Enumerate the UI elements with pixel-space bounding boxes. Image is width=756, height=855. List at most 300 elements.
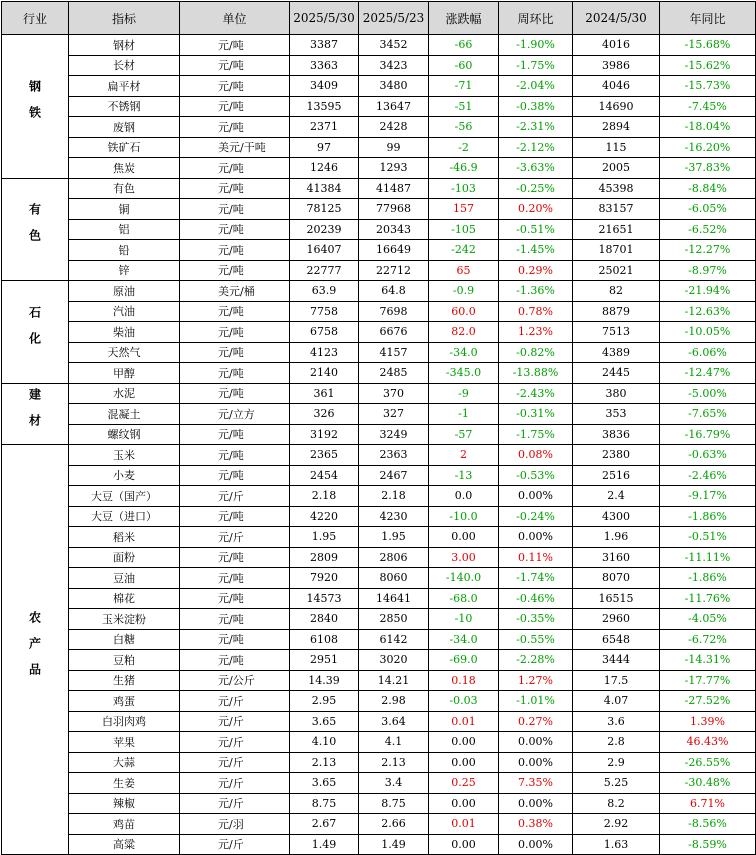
indicator-cell: 钢材 xyxy=(69,35,180,56)
table-row xyxy=(2,96,756,117)
yoy-cell: -7.65% xyxy=(660,404,756,425)
indicator-cell: 天然气 xyxy=(69,342,180,363)
value-current-cell: 3387 xyxy=(290,35,359,56)
unit-cell: 元/斤 xyxy=(180,711,290,732)
table-row xyxy=(2,55,756,76)
value-prev-week-cell: 3249 xyxy=(359,424,429,445)
change-cell: -103 xyxy=(429,178,499,199)
indicator-cell: 玉米淀粉 xyxy=(69,609,180,630)
yoy-cell: -26.55% xyxy=(660,752,756,773)
value-current-cell: 3.65 xyxy=(290,773,359,794)
unit-cell: 元/吨 xyxy=(180,117,290,138)
change-cell: -34.0 xyxy=(429,629,499,650)
value-prev-week-cell: 2850 xyxy=(359,609,429,630)
industry-cell: 有色 xyxy=(2,178,69,281)
table-row xyxy=(2,527,756,548)
wow-cell: -2.31% xyxy=(499,117,573,138)
industry-cell: 农产品 xyxy=(2,445,69,855)
value-current-cell: 16407 xyxy=(290,240,359,261)
yoy-cell: -7.45% xyxy=(660,96,756,117)
indicator-cell: 混凝土 xyxy=(69,404,180,425)
yoy-cell: -14.31% xyxy=(660,650,756,671)
header-date-last-year: 2024/5/30 xyxy=(573,2,660,35)
unit-cell: 元/吨 xyxy=(180,199,290,220)
table-row xyxy=(2,404,756,425)
wow-cell: 0.00% xyxy=(499,834,573,855)
header-indicator: 指标 xyxy=(69,2,180,35)
change-cell: 0.00 xyxy=(429,793,499,814)
value-current-cell: 97 xyxy=(290,137,359,158)
unit-cell: 元/吨 xyxy=(180,588,290,609)
table-row xyxy=(2,486,756,507)
header-date-prev-week: 2025/5/23 xyxy=(359,2,429,35)
indicator-cell: 螺纹钢 xyxy=(69,424,180,445)
wow-cell: -2.43% xyxy=(499,383,573,404)
wow-cell: -0.46% xyxy=(499,588,573,609)
value-prev-week-cell: 370 xyxy=(359,383,429,404)
value-last-year-cell: 18701 xyxy=(573,240,660,261)
indicator-cell: 高粱 xyxy=(69,834,180,855)
change-cell: -9 xyxy=(429,383,499,404)
value-current-cell: 3409 xyxy=(290,76,359,97)
value-last-year-cell: 115 xyxy=(573,137,660,158)
unit-cell: 美元/干吨 xyxy=(180,137,290,158)
unit-cell: 元/羽 xyxy=(180,814,290,835)
industry-cell: 钢铁 xyxy=(2,35,69,179)
wow-cell: -0.24% xyxy=(499,506,573,527)
indicator-cell: 鸡蛋 xyxy=(69,691,180,712)
change-cell: 0.18 xyxy=(429,670,499,691)
change-cell: -46.9 xyxy=(429,158,499,179)
yoy-cell: -6.72% xyxy=(660,629,756,650)
change-cell: 65 xyxy=(429,260,499,281)
wow-cell: -2.12% xyxy=(499,137,573,158)
value-last-year-cell: 2.9 xyxy=(573,752,660,773)
indicator-cell: 汽油 xyxy=(69,301,180,322)
table-row xyxy=(2,609,756,630)
value-prev-week-cell: 99 xyxy=(359,137,429,158)
wow-cell: -1.36% xyxy=(499,281,573,302)
change-cell: -10.0 xyxy=(429,506,499,527)
table-row xyxy=(2,219,756,240)
value-current-cell: 7758 xyxy=(290,301,359,322)
wow-cell: -0.51% xyxy=(499,219,573,240)
value-current-cell: 2.18 xyxy=(290,486,359,507)
yoy-cell: 46.43% xyxy=(660,732,756,753)
yoy-cell: -5.00% xyxy=(660,383,756,404)
unit-cell: 元/斤 xyxy=(180,486,290,507)
table-row xyxy=(2,281,756,302)
value-prev-week-cell: 14641 xyxy=(359,588,429,609)
value-last-year-cell: 21651 xyxy=(573,219,660,240)
unit-cell: 元/斤 xyxy=(180,793,290,814)
yoy-cell: 6.71% xyxy=(660,793,756,814)
value-current-cell: 4123 xyxy=(290,342,359,363)
value-current-cell: 6758 xyxy=(290,322,359,343)
value-prev-week-cell: 4.1 xyxy=(359,732,429,753)
yoy-cell: -6.06% xyxy=(660,342,756,363)
value-current-cell: 2.67 xyxy=(290,814,359,835)
change-cell: -242 xyxy=(429,240,499,261)
unit-cell: 元/斤 xyxy=(180,752,290,773)
value-prev-week-cell: 1.95 xyxy=(359,527,429,548)
unit-cell: 元/斤 xyxy=(180,732,290,753)
value-current-cell: 6108 xyxy=(290,629,359,650)
table-row xyxy=(2,301,756,322)
indicator-cell: 甲醇 xyxy=(69,363,180,384)
table-row xyxy=(2,506,756,527)
indicator-cell: 废钢 xyxy=(69,117,180,138)
wow-cell: 0.00% xyxy=(499,752,573,773)
wow-cell: -0.31% xyxy=(499,404,573,425)
value-current-cell: 2951 xyxy=(290,650,359,671)
table-row xyxy=(2,711,756,732)
indicator-cell: 白糖 xyxy=(69,629,180,650)
value-current-cell: 361 xyxy=(290,383,359,404)
indicator-cell: 有色 xyxy=(69,178,180,199)
yoy-cell: -8.59% xyxy=(660,834,756,855)
wow-cell: -1.01% xyxy=(499,691,573,712)
table-row xyxy=(2,670,756,691)
unit-cell: 元/立方 xyxy=(180,404,290,425)
unit-cell: 元/吨 xyxy=(180,260,290,281)
value-current-cell: 4.10 xyxy=(290,732,359,753)
table-row xyxy=(2,834,756,855)
wow-cell: 0.00% xyxy=(499,486,573,507)
value-last-year-cell: 2516 xyxy=(573,465,660,486)
unit-cell: 元/斤 xyxy=(180,773,290,794)
yoy-cell: -1.86% xyxy=(660,506,756,527)
value-last-year-cell: 6548 xyxy=(573,629,660,650)
yoy-cell: -0.63% xyxy=(660,445,756,466)
value-last-year-cell: 4016 xyxy=(573,35,660,56)
change-cell: -60 xyxy=(429,55,499,76)
unit-cell: 元/吨 xyxy=(180,240,290,261)
value-last-year-cell: 2.92 xyxy=(573,814,660,835)
table-row xyxy=(2,424,756,445)
value-current-cell: 3.65 xyxy=(290,711,359,732)
indicator-cell: 白羽肉鸡 xyxy=(69,711,180,732)
value-current-cell: 2809 xyxy=(290,547,359,568)
value-current-cell: 2.95 xyxy=(290,691,359,712)
unit-cell: 元/吨 xyxy=(180,178,290,199)
unit-cell: 元/吨 xyxy=(180,158,290,179)
value-last-year-cell: 45398 xyxy=(573,178,660,199)
value-prev-week-cell: 2.13 xyxy=(359,752,429,773)
table-row xyxy=(2,342,756,363)
wow-cell: -1.90% xyxy=(499,35,573,56)
value-last-year-cell: 1.63 xyxy=(573,834,660,855)
wow-cell: 0.08% xyxy=(499,445,573,466)
indicator-cell: 焦炭 xyxy=(69,158,180,179)
yoy-cell: -6.52% xyxy=(660,219,756,240)
value-current-cell: 13595 xyxy=(290,96,359,117)
value-last-year-cell: 4300 xyxy=(573,506,660,527)
yoy-cell: -17.77% xyxy=(660,670,756,691)
yoy-cell: -8.84% xyxy=(660,178,756,199)
change-cell: 0.01 xyxy=(429,814,499,835)
value-last-year-cell: 380 xyxy=(573,383,660,404)
value-prev-week-cell: 2428 xyxy=(359,117,429,138)
unit-cell: 元/吨 xyxy=(180,219,290,240)
yoy-cell: -27.52% xyxy=(660,691,756,712)
indicator-cell: 铁矿石 xyxy=(69,137,180,158)
header-industry: 行业 xyxy=(2,2,69,35)
value-prev-week-cell: 2467 xyxy=(359,465,429,486)
table-row xyxy=(2,322,756,343)
yoy-cell: -16.79% xyxy=(660,424,756,445)
unit-cell: 元/吨 xyxy=(180,342,290,363)
change-cell: -68.0 xyxy=(429,588,499,609)
unit-cell: 元/吨 xyxy=(180,96,290,117)
unit-cell: 元/吨 xyxy=(180,568,290,589)
table-row xyxy=(2,363,756,384)
change-cell: -2 xyxy=(429,137,499,158)
value-last-year-cell: 8879 xyxy=(573,301,660,322)
industry-cell: 建材 xyxy=(2,383,69,445)
indicator-cell: 长材 xyxy=(69,55,180,76)
yoy-cell: -9.17% xyxy=(660,486,756,507)
table-row xyxy=(2,588,756,609)
change-cell: -34.0 xyxy=(429,342,499,363)
change-cell: -1 xyxy=(429,404,499,425)
value-last-year-cell: 2960 xyxy=(573,609,660,630)
value-current-cell: 2371 xyxy=(290,117,359,138)
change-cell: -51 xyxy=(429,96,499,117)
indicator-cell: 鸡苗 xyxy=(69,814,180,835)
unit-cell: 元/吨 xyxy=(180,76,290,97)
value-current-cell: 14.39 xyxy=(290,670,359,691)
yoy-cell: -15.62% xyxy=(660,55,756,76)
indicator-cell: 铜 xyxy=(69,199,180,220)
value-prev-week-cell: 3423 xyxy=(359,55,429,76)
yoy-cell: -6.05% xyxy=(660,199,756,220)
wow-cell: 0.00% xyxy=(499,793,573,814)
value-current-cell: 2454 xyxy=(290,465,359,486)
value-current-cell: 63.9 xyxy=(290,281,359,302)
yoy-cell: -2.46% xyxy=(660,465,756,486)
header-unit: 单位 xyxy=(180,2,290,35)
yoy-cell: -12.47% xyxy=(660,363,756,384)
indicator-cell: 大蒜 xyxy=(69,752,180,773)
commodity-price-table xyxy=(1,1,756,855)
indicator-cell: 辣椒 xyxy=(69,793,180,814)
value-last-year-cell: 3.6 xyxy=(573,711,660,732)
value-prev-week-cell: 13647 xyxy=(359,96,429,117)
value-last-year-cell: 5.25 xyxy=(573,773,660,794)
unit-cell: 元/吨 xyxy=(180,322,290,343)
value-current-cell: 1.95 xyxy=(290,527,359,548)
value-prev-week-cell: 77968 xyxy=(359,199,429,220)
yoy-cell: -21.94% xyxy=(660,281,756,302)
unit-cell: 元/斤 xyxy=(180,527,290,548)
table-row xyxy=(2,773,756,794)
value-prev-week-cell: 4157 xyxy=(359,342,429,363)
indicator-cell: 扁平材 xyxy=(69,76,180,97)
indicator-cell: 稻米 xyxy=(69,527,180,548)
value-last-year-cell: 3444 xyxy=(573,650,660,671)
table-row xyxy=(2,793,756,814)
change-cell: 2 xyxy=(429,445,499,466)
table-row xyxy=(2,178,756,199)
indicator-cell: 棉花 xyxy=(69,588,180,609)
indicator-cell: 铝 xyxy=(69,219,180,240)
wow-cell: 0.00% xyxy=(499,527,573,548)
unit-cell: 元/吨 xyxy=(180,609,290,630)
value-last-year-cell: 8070 xyxy=(573,568,660,589)
value-current-cell: 41384 xyxy=(290,178,359,199)
wow-cell: 0.29% xyxy=(499,260,573,281)
unit-cell: 元/吨 xyxy=(180,547,290,568)
yoy-cell: -16.20% xyxy=(660,137,756,158)
yoy-cell: -18.04% xyxy=(660,117,756,138)
wow-cell: -1.75% xyxy=(499,424,573,445)
value-prev-week-cell: 2363 xyxy=(359,445,429,466)
unit-cell: 元/吨 xyxy=(180,424,290,445)
value-last-year-cell: 1.96 xyxy=(573,527,660,548)
value-current-cell: 2140 xyxy=(290,363,359,384)
unit-cell: 元/吨 xyxy=(180,35,290,56)
indicator-cell: 苹果 xyxy=(69,732,180,753)
table-row xyxy=(2,260,756,281)
value-last-year-cell: 83157 xyxy=(573,199,660,220)
change-cell: 0.00 xyxy=(429,834,499,855)
value-last-year-cell: 14690 xyxy=(573,96,660,117)
value-last-year-cell: 82 xyxy=(573,281,660,302)
value-prev-week-cell: 2.98 xyxy=(359,691,429,712)
wow-cell: 0.38% xyxy=(499,814,573,835)
table-row xyxy=(2,240,756,261)
value-last-year-cell: 4046 xyxy=(573,76,660,97)
wow-cell: 7.35% xyxy=(499,773,573,794)
wow-cell: -1.74% xyxy=(499,568,573,589)
wow-cell: -0.53% xyxy=(499,465,573,486)
yoy-cell: -15.68% xyxy=(660,35,756,56)
header-date-current: 2025/5/30 xyxy=(290,2,359,35)
yoy-cell: 1.39% xyxy=(660,711,756,732)
yoy-cell: -10.05% xyxy=(660,322,756,343)
yoy-cell: -37.83% xyxy=(660,158,756,179)
indicator-cell: 生猪 xyxy=(69,670,180,691)
change-cell: 0.00 xyxy=(429,527,499,548)
change-cell: -13 xyxy=(429,465,499,486)
industry-cell: 石化 xyxy=(2,281,69,384)
change-cell: -57 xyxy=(429,424,499,445)
change-cell: 0.00 xyxy=(429,752,499,773)
wow-cell: -0.25% xyxy=(499,178,573,199)
table-row xyxy=(2,732,756,753)
yoy-cell: -0.51% xyxy=(660,527,756,548)
indicator-cell: 大豆（进口） xyxy=(69,506,180,527)
unit-cell: 元/吨 xyxy=(180,650,290,671)
value-prev-week-cell: 1.49 xyxy=(359,834,429,855)
change-cell: 0.25 xyxy=(429,773,499,794)
value-prev-week-cell: 2485 xyxy=(359,363,429,384)
value-prev-week-cell: 1293 xyxy=(359,158,429,179)
table-row xyxy=(2,650,756,671)
value-last-year-cell: 2005 xyxy=(573,158,660,179)
table-row xyxy=(2,137,756,158)
indicator-cell: 大豆（国产） xyxy=(69,486,180,507)
indicator-cell: 面粉 xyxy=(69,547,180,568)
value-current-cell: 4220 xyxy=(290,506,359,527)
value-current-cell: 8.75 xyxy=(290,793,359,814)
value-current-cell: 326 xyxy=(290,404,359,425)
change-cell: -105 xyxy=(429,219,499,240)
table-row xyxy=(2,629,756,650)
value-last-year-cell: 2.4 xyxy=(573,486,660,507)
yoy-cell: -11.11% xyxy=(660,547,756,568)
header-wow: 周环比 xyxy=(499,2,573,35)
table-body xyxy=(2,35,756,855)
value-prev-week-cell: 3.64 xyxy=(359,711,429,732)
unit-cell: 元/斤 xyxy=(180,834,290,855)
change-cell: -10 xyxy=(429,609,499,630)
indicator-cell: 生姜 xyxy=(69,773,180,794)
indicator-cell: 铅 xyxy=(69,240,180,261)
value-prev-week-cell: 8.75 xyxy=(359,793,429,814)
table-row xyxy=(2,752,756,773)
value-current-cell: 78125 xyxy=(290,199,359,220)
wow-cell: -1.45% xyxy=(499,240,573,261)
value-prev-week-cell: 41487 xyxy=(359,178,429,199)
wow-cell: -13.88% xyxy=(499,363,573,384)
value-prev-week-cell: 22712 xyxy=(359,260,429,281)
change-cell: 0.00 xyxy=(429,732,499,753)
indicator-cell: 锌 xyxy=(69,260,180,281)
value-prev-week-cell: 3480 xyxy=(359,76,429,97)
value-last-year-cell: 7513 xyxy=(573,322,660,343)
value-prev-week-cell: 327 xyxy=(359,404,429,425)
indicator-cell: 玉米 xyxy=(69,445,180,466)
unit-cell: 元/吨 xyxy=(180,506,290,527)
value-current-cell: 3192 xyxy=(290,424,359,445)
value-prev-week-cell: 2.66 xyxy=(359,814,429,835)
table-row xyxy=(2,568,756,589)
indicator-cell: 豆粕 xyxy=(69,650,180,671)
change-cell: -56 xyxy=(429,117,499,138)
yoy-cell: -12.27% xyxy=(660,240,756,261)
unit-cell: 元/吨 xyxy=(180,445,290,466)
indicator-cell: 小麦 xyxy=(69,465,180,486)
value-current-cell: 1246 xyxy=(290,158,359,179)
value-last-year-cell: 17.5 xyxy=(573,670,660,691)
unit-cell: 元/吨 xyxy=(180,301,290,322)
value-current-cell: 14573 xyxy=(290,588,359,609)
change-cell: -345.0 xyxy=(429,363,499,384)
yoy-cell: -1.86% xyxy=(660,568,756,589)
wow-cell: -1.75% xyxy=(499,55,573,76)
wow-cell: 0.78% xyxy=(499,301,573,322)
indicator-cell: 柴油 xyxy=(69,322,180,343)
table-row xyxy=(2,814,756,835)
value-prev-week-cell: 2.18 xyxy=(359,486,429,507)
value-current-cell: 22777 xyxy=(290,260,359,281)
value-prev-week-cell: 6676 xyxy=(359,322,429,343)
table-row xyxy=(2,76,756,97)
header-row xyxy=(2,2,756,35)
change-cell: 157 xyxy=(429,199,499,220)
indicator-cell: 不锈钢 xyxy=(69,96,180,117)
table-row xyxy=(2,35,756,56)
value-prev-week-cell: 20343 xyxy=(359,219,429,240)
change-cell: -0.03 xyxy=(429,691,499,712)
wow-cell: 1.23% xyxy=(499,322,573,343)
wow-cell: 0.27% xyxy=(499,711,573,732)
table-row xyxy=(2,691,756,712)
wow-cell: 1.27% xyxy=(499,670,573,691)
value-prev-week-cell: 64.8 xyxy=(359,281,429,302)
